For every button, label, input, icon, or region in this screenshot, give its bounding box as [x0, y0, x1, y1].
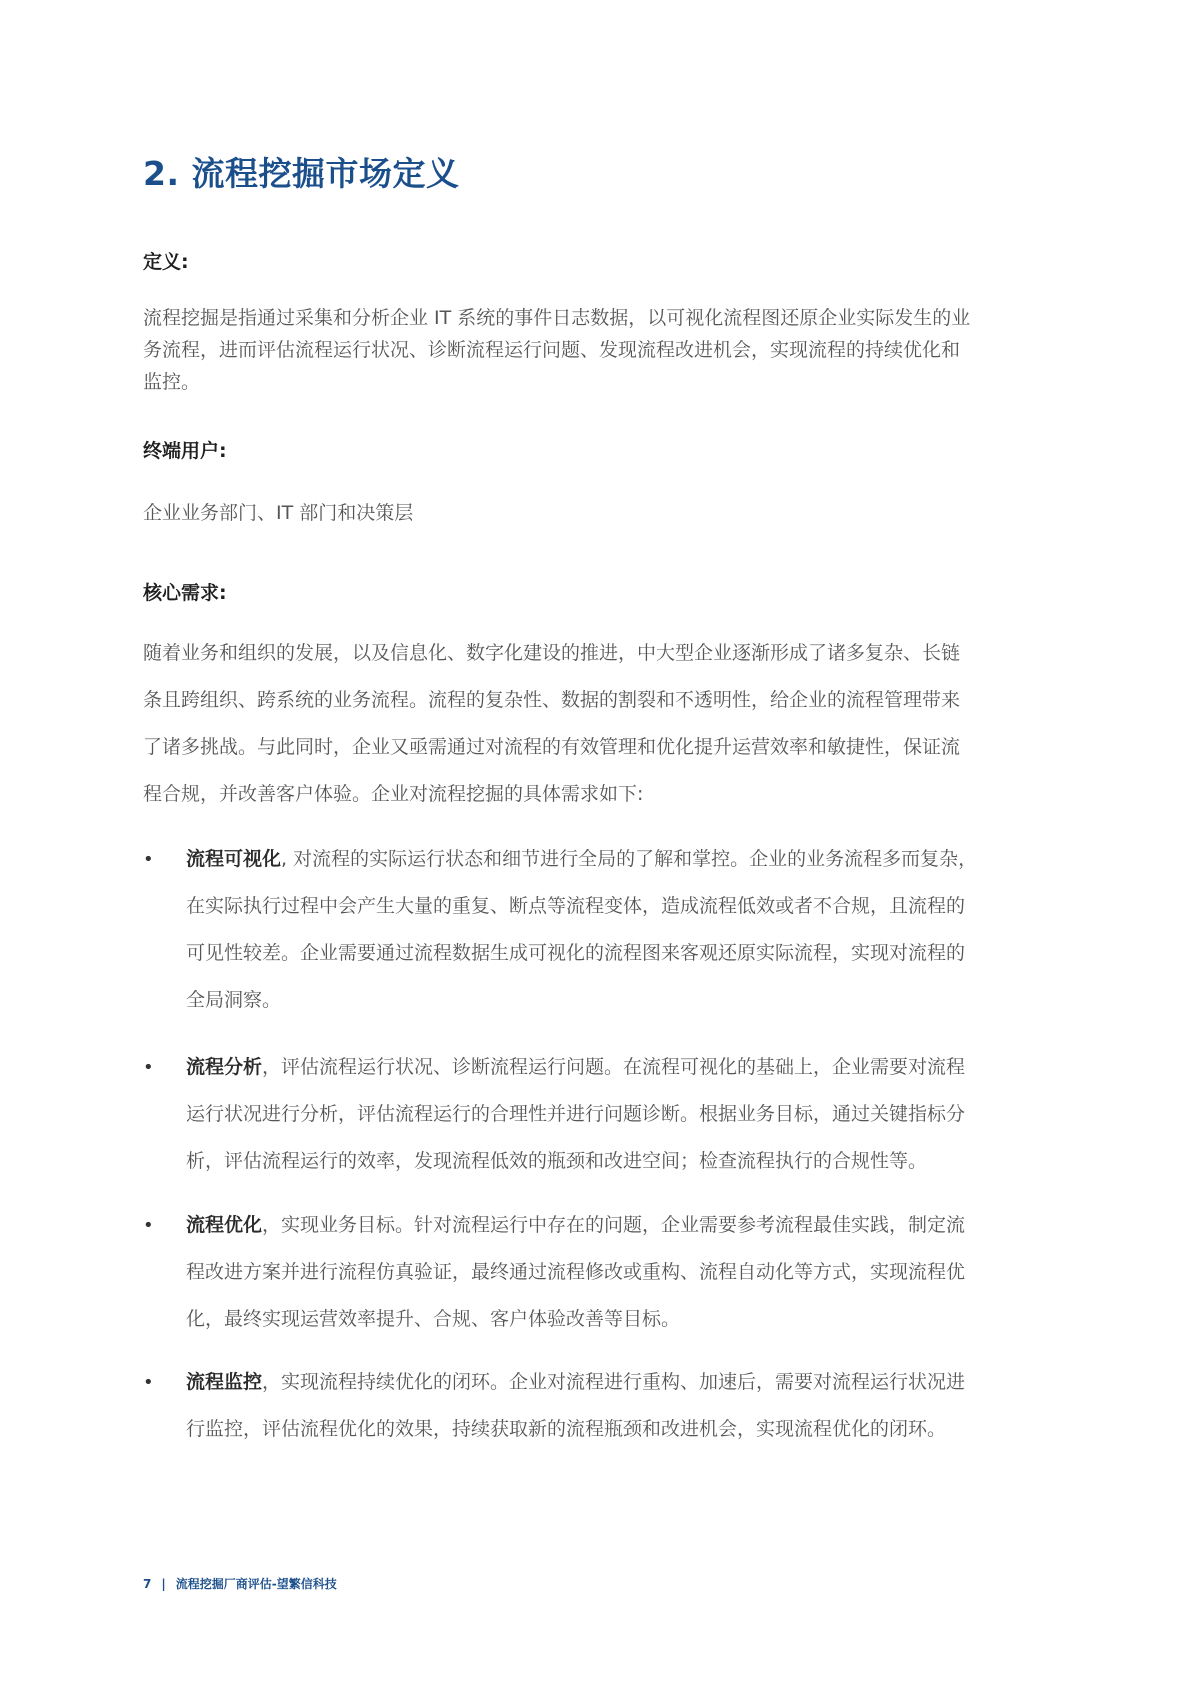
- page-title: 2. 流程挖掘市场定义: [143, 154, 460, 193]
- core-needs-heading: 核心需求:: [143, 582, 227, 604]
- end-users-heading: 终端用户:: [143, 440, 227, 462]
- bullet-dot-icon: •: [143, 1215, 154, 1236]
- bullet-term: 流程可视化: [186, 848, 282, 870]
- end-users-line: 企业业务部门、IT 部门和决策层: [143, 502, 414, 524]
- bullet-first-line: [186, 1359, 1066, 1406]
- bullet-line: 化，最终实现运营效率提升、合规、客户体验改善等目标。: [186, 1308, 681, 1330]
- bullet-term: 流程分析: [186, 1056, 263, 1078]
- bullet-term: 流程监控: [186, 1371, 263, 1393]
- bullet-first-line: [186, 1044, 1066, 1091]
- bullet-first-line-text: ，实现流程持续优化的闭环。企业对流程进行重构、加速后，需要对流程运行状况进: [262, 1371, 966, 1393]
- definition-line: 监控。: [143, 371, 201, 393]
- intro-line: 随着业务和组织的发展，以及信息化、数字化建设的推进，中大型企业逐渐形成了诸多复杂、长链: [143, 642, 961, 664]
- bullet-dot-icon: •: [143, 1057, 154, 1078]
- bullet-line: 全局洞察。: [186, 989, 282, 1011]
- bullet-line: 可见性较差。企业需要通过流程数据生成可视化的流程图来客观还原实际流程，实现对流程的: [186, 942, 966, 964]
- page-footer: [143, 1575, 337, 1593]
- bullet-dot-icon: •: [143, 1372, 154, 1393]
- bullet-first-line: [186, 1202, 1066, 1249]
- bullet-term: 流程优化: [186, 1214, 263, 1236]
- definition-line: 流程挖掘是指通过采集和分析企业 IT 系统的事件日志数据，以可视化流程图还原企业实际发生的业: [143, 307, 971, 329]
- bullet-line: 程改进方案并进行流程仿真验证，最终通过流程修改或重构、流程自动化等方式，实现流程优: [186, 1261, 966, 1283]
- footer-separator: |: [161, 1577, 166, 1591]
- bullet-line: 析，评估流程运行的效率，发现流程低效的瓶颈和改进空间；检查流程执行的合规性等。: [186, 1150, 928, 1172]
- intro-line: 了诸多挑战。与此同时，企业又亟需通过对流程的有效管理和优化提升运营效率和敏捷性，保证流: [143, 736, 961, 758]
- footer-doc-title: 流程挖掘厂商评估-望繁信科技: [175, 1577, 337, 1591]
- definition-paragraph: [143, 302, 1063, 398]
- core-needs-intro: [143, 630, 1063, 818]
- definition-line: 务流程，进而评估流程运行状况、诊断流程运行问题、发现流程改进机会，实现流程的持续优化和: [143, 339, 961, 361]
- bullet-line: 行监控，评估流程优化的效果，持续获取新的流程瓶颈和改进机会，实现流程优化的闭环。: [186, 1418, 947, 1440]
- intro-line: 条且跨组织、跨系统的业务流程。流程的复杂性、数据的割裂和不透明性，给企业的流程管理带来: [143, 689, 961, 711]
- end-users-text: [143, 500, 1063, 526]
- intro-line: 程合规，并改善客户体验。企业对流程挖掘的具体需求如下:: [143, 783, 644, 805]
- bullet-first-line-text: ，评估流程运行状况、诊断流程运行问题。在流程可视化的基础上，企业需要对流程: [262, 1056, 966, 1078]
- bullet-dot-icon: •: [143, 849, 154, 870]
- bullet-line: 在实际执行过程中会产生大量的重复、断点等流程变体，造成流程低效或者不合规，且流程的: [186, 895, 966, 917]
- bullet-line: 运行状况进行分析，评估流程运行的合理性并进行问题诊断。根据业务目标，通过关键指标分: [186, 1103, 966, 1125]
- bullet-first-line-text: , 对流程的实际运行状态和细节进行全局的了解和掌控。企业的业务流程多而复杂，: [281, 848, 978, 870]
- page-number: 7: [143, 1577, 152, 1591]
- bullet-first-line-text: ，实现业务目标。针对流程运行中存在的问题，企业需要参考流程最佳实践，制定流: [262, 1214, 966, 1236]
- bullet-first-line: [186, 836, 1066, 883]
- definition-heading: 定义:: [143, 251, 189, 273]
